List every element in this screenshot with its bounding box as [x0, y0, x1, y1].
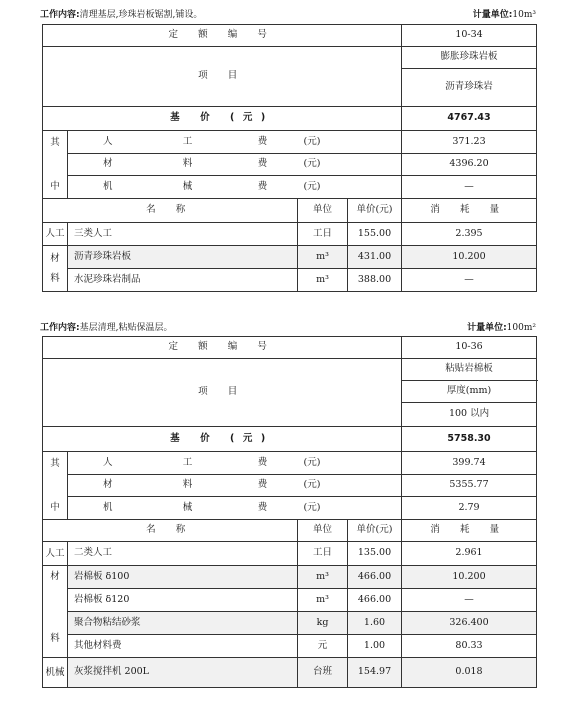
variant-1: 100 以内 — [402, 403, 537, 427]
machine-price: 154.97 — [348, 658, 402, 688]
table-row — [43, 269, 537, 292]
base-price-1: 5758.30 — [402, 427, 537, 452]
table-row — [43, 635, 537, 658]
cost-machine-c: 费 — [228, 497, 298, 520]
resource-price-header: 单价(元) — [348, 520, 402, 542]
base-price-1: 4767.43 — [402, 107, 537, 131]
labor-unit: 工日 — [298, 542, 348, 566]
cost-labor-v1: 371.23 — [402, 131, 537, 154]
cost-labor-a: 人 — [68, 452, 148, 475]
cost-labor-b: 工 — [148, 452, 228, 475]
labor-price: 155.00 — [348, 223, 402, 246]
group-label: 粘贴岩棉板 — [402, 359, 537, 381]
material-v1: 326.400 — [402, 612, 537, 635]
item-label: 项 目 — [43, 47, 402, 107]
measure-unit-label: 计量单位: — [472, 10, 513, 20]
material-v1: 10.200 — [402, 246, 537, 269]
cost-material-unit: (元) — [298, 475, 402, 497]
quota-code-1: 10-36 — [402, 337, 537, 359]
cost-material-unit: (元) — [298, 154, 402, 176]
quota-code-label: 定 额 编 号 — [43, 25, 402, 47]
material-category: 材 料 — [43, 566, 68, 658]
consumption-header: 消 耗 量 — [402, 199, 537, 223]
cost-machine-v1: — — [402, 176, 537, 199]
cost-material-c: 费 — [228, 475, 298, 497]
table1-header-line — [40, 7, 536, 21]
table-row — [43, 246, 537, 269]
resource-unit-header: 单位 — [298, 520, 348, 542]
labor-price: 135.00 — [348, 542, 402, 566]
variant-1: 沥青珍珠岩 — [402, 69, 537, 107]
quota-code-1: 10-34 — [402, 25, 537, 47]
cost-labor-c: 费 — [228, 131, 298, 154]
measure-unit-value: 10m³ — [512, 10, 536, 20]
work-content-label: 工作内容: — [40, 323, 80, 333]
material-v1: — — [402, 269, 537, 292]
quota-code-label: 定 额 编 号 — [43, 337, 402, 359]
cost-material-b: 料 — [148, 154, 228, 176]
resource-price-header: 单价(元) — [348, 199, 402, 223]
thickness-label: 厚度(mm) — [402, 381, 537, 403]
work-content — [40, 320, 172, 333]
labor-v1: 2.961 — [402, 542, 537, 566]
machine-v1: 0.018 — [402, 658, 537, 688]
base-price-label: 基 价 (元) — [43, 427, 402, 452]
material-unit: m³ — [298, 589, 348, 612]
table-row — [43, 566, 537, 589]
material-v1: 80.33 — [402, 635, 537, 658]
table-row — [43, 612, 537, 635]
cost-labor-v1: 399.74 — [402, 452, 537, 475]
table2-header-line — [40, 320, 536, 334]
table-row — [43, 589, 537, 612]
work-content — [40, 7, 202, 20]
machine-unit: 台班 — [298, 658, 348, 688]
measure-unit — [467, 320, 536, 333]
material-v1: — — [402, 589, 537, 612]
material-price: 466.00 — [348, 589, 402, 612]
base-price-label: 基 价 (元) — [43, 107, 402, 131]
cost-material-v1: 5355.77 — [402, 475, 537, 497]
material-name: 沥青珍珠岩板 — [68, 246, 298, 269]
material-price: 388.00 — [348, 269, 402, 292]
material-price: 466.00 — [348, 566, 402, 589]
measure-unit — [473, 7, 536, 20]
labor-category: 人工 — [43, 223, 68, 246]
material-unit: m³ — [298, 246, 348, 269]
material-name: 聚合物粘结砂浆 — [68, 612, 298, 635]
resource-name-header: 名 称 — [43, 520, 298, 542]
cost-machine-b: 械 — [148, 497, 228, 520]
measure-unit-value: 100m² — [506, 323, 536, 333]
material-unit: m³ — [298, 566, 348, 589]
among-label: 其 中 — [43, 131, 68, 199]
material-price: 1.60 — [348, 612, 402, 635]
cost-material-a: 材 — [68, 475, 148, 497]
labor-unit: 工日 — [298, 223, 348, 246]
machine-category: 机械 — [43, 658, 68, 688]
cost-machine-b: 械 — [148, 176, 228, 199]
labor-category: 人工 — [43, 542, 68, 566]
quota-table-1 — [42, 24, 537, 292]
group-label: 膨胀珍珠岩板 — [402, 47, 537, 69]
cost-labor-unit: (元) — [298, 131, 402, 154]
work-content-text: 清理基层,珍珠岩板锯割,铺设。 — [79, 10, 203, 20]
quota-table-2 — [42, 336, 537, 688]
resource-name-header: 名 称 — [43, 199, 298, 223]
cost-material-v1: 4396.20 — [402, 154, 537, 176]
cost-material-a: 材 — [68, 154, 148, 176]
cost-labor-b: 工 — [148, 131, 228, 154]
consumption-header: 消 耗 量 — [402, 520, 537, 542]
cost-machine-a: 机 — [68, 497, 148, 520]
cost-labor-unit: (元) — [298, 452, 402, 475]
material-unit: m³ — [298, 269, 348, 292]
material-unit: 元 — [298, 635, 348, 658]
work-content-label: 工作内容: — [40, 10, 80, 20]
material-category: 材 料 — [43, 246, 68, 292]
among-label: 其 中 — [43, 452, 68, 520]
cost-machine-v1: 2.79 — [402, 497, 537, 520]
cost-labor-a: 人 — [68, 131, 148, 154]
work-content-text: 基层清理,粘贴保温层。 — [79, 323, 173, 333]
cost-machine-c: 费 — [228, 176, 298, 199]
cost-material-b: 料 — [148, 475, 228, 497]
table-row — [43, 658, 537, 688]
machine-name: 灰浆搅拌机 200L — [68, 658, 298, 688]
item-label: 项 目 — [43, 359, 402, 427]
material-name: 其他材料费 — [68, 635, 298, 658]
material-unit: kg — [298, 612, 348, 635]
cost-machine-unit: (元) — [298, 497, 402, 520]
material-name: 岩棉板 δ100 — [68, 566, 298, 589]
material-v1: 10.200 — [402, 566, 537, 589]
labor-name: 二类人工 — [68, 542, 298, 566]
cost-labor-c: 费 — [228, 452, 298, 475]
cost-material-c: 费 — [228, 154, 298, 176]
cost-machine-unit: (元) — [298, 176, 402, 199]
material-name: 岩棉板 δ120 — [68, 589, 298, 612]
labor-v1: 2.395 — [402, 223, 537, 246]
material-price: 1.00 — [348, 635, 402, 658]
measure-unit-label: 计量单位: — [467, 323, 507, 333]
material-name: 水泥珍珠岩制品 — [68, 269, 298, 292]
labor-name: 三类人工 — [68, 223, 298, 246]
material-price: 431.00 — [348, 246, 402, 269]
resource-unit-header: 单位 — [298, 199, 348, 223]
cost-machine-a: 机 — [68, 176, 148, 199]
